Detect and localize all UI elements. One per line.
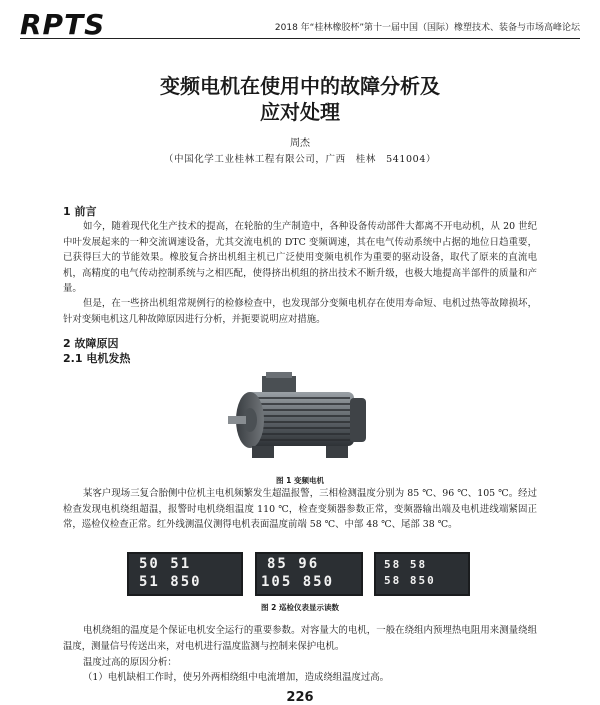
section-2-1-paragraph-4: （1）电机缺相工作时，使另外两相绕组中电流增加，造成绕组温度过高。 [83, 672, 389, 683]
display-1-row-2: 51 850 [139, 574, 202, 590]
display-3-row-2: 58 850 [384, 574, 436, 587]
display-2-row-2: 105 850 [261, 574, 335, 590]
display-1-row-1: 50 51 [139, 556, 192, 572]
section-1-paragraph-2: 但是，在一些挤出机组常规例行的检修检查中，也发现部分变频电机存在使用寿命短、电机过热等故障损坏，针对变频电机这几种故障原因进行分析，并扼要说明应对措施。 [63, 298, 537, 325]
figure-2-caption: 图 2 巡检仪表显示读数 [261, 603, 339, 612]
article-title-line2: 应对处理 [260, 100, 340, 124]
conference-name: 2018 年“桂林橡胶杯”第十一届中国（国际）橡塑技术、装备与市场高峰论坛 [274, 23, 580, 33]
section-2-1-paragraph-1: 某客户现场三复合胎侧中位机主电机频繁发生超温报警，三相检测温度分别为 85 ℃、96 ℃、105 ℃。经过检查发现电机绕组超温，报警时电机绕组温度 110 ℃，检查变频器参数正常，变频器输出端及电机进线端紧固正常，巡检仪检查正常。红外线测温仪测得电机表面温度前端 58 ℃、中部 48 ℃、尾部 38 ℃。 [63, 488, 537, 530]
motor-photo [222, 368, 382, 468]
running-header [20, 8, 580, 41]
inspection-display-3 [374, 552, 470, 596]
display-3-row-1: 58 58 [384, 558, 428, 571]
author: 周杰 [290, 138, 310, 149]
inspection-display-2 [255, 552, 363, 596]
article-title-line1: 变频电机在使用中的故障分析及 [160, 74, 440, 98]
section-2-heading: 2 故障原因 [63, 337, 119, 350]
journal-logo: RPTS [20, 8, 106, 41]
section-2-1-heading: 2.1 电机发热 [63, 352, 131, 365]
display-2-row-1: 85 96 [267, 556, 320, 572]
inspection-display-1 [127, 552, 243, 596]
section-1-heading: 1 前言 [63, 205, 97, 218]
section-2-1-paragraph-2: 电机绕组的温度是个保证电机安全运行的重要参数。对容量大的电机，一般在绕组内预埋热电阻用来测量绕组温度，测量信号传送出来，对电机进行温度监测与控制来保护电机。 [63, 625, 537, 652]
page-number: 226 [286, 690, 314, 705]
affiliation: （中国化学工业桂林工程有限公司，广西 桂林 541004） [163, 154, 437, 165]
electric-motor-illustration [222, 368, 382, 468]
figure-1-caption: 图 1 变频电机 [276, 476, 324, 485]
section-1-paragraph-1: 如今，随着现代化生产技术的提高，在轮胎的生产制造中，各种设备传动部件大都离不开电动机，从 20 世纪中叶发展起来的一种交流调速设备，尤其交流电机的 DTC 变频调速，其在电气传动系统中占据的地位日趋重要，已获得巨大的节能效果。橡胶复合挤出机组主机已广泛使用变频电机作为重要的驱动设备，取代了原来的直流电机，高精度的电气传动控制系统与之相匹配，使得挤出机组的挤出技术不断升级，也极大地提高半部件的质量和产量。 [63, 221, 537, 294]
section-2-1-paragraph-3: 温度过高的原因分析： [83, 657, 177, 668]
